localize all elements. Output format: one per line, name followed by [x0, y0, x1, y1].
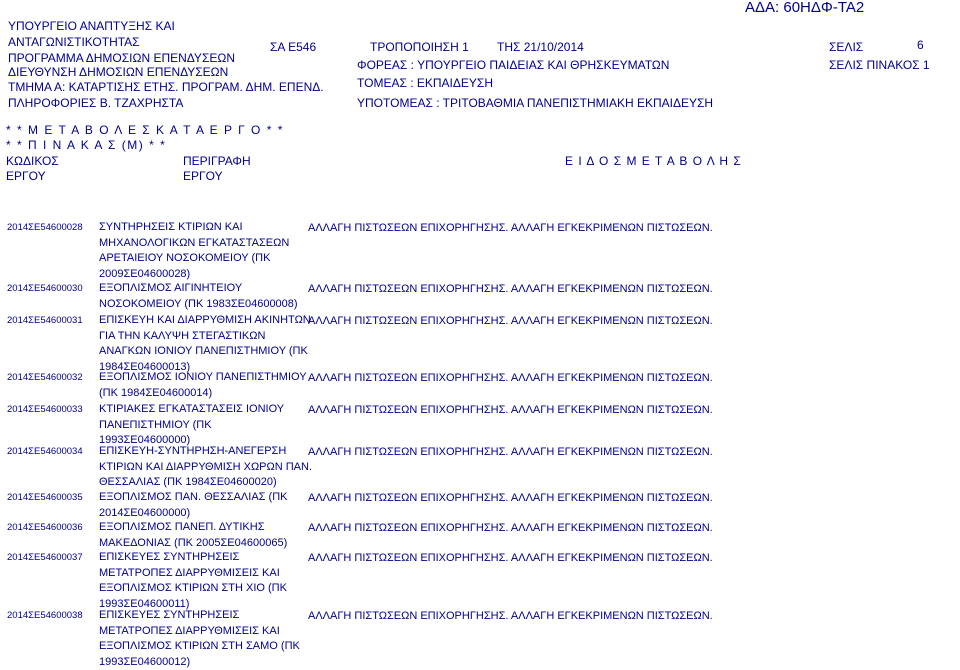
change-type: ΑΛΛΑΓΗ ΠΙΣΤΩΣΕΩΝ ΕΠΙΧΟΡΗΓΗΣΗΣ. ΑΛΛΑΓΗ ΕΓΚΕΚΡΙΜΕΝΩΝ ΠΙΣΤΩΣΕΩΝ.: [308, 315, 713, 327]
ada-number: ΑΔΑ: 60ΗΔΦ-ΤΑ2: [745, 0, 864, 15]
ministry-line-5: ΤΜΗΜΑ Α: ΚΑΤΑΡΤΙΣΗΣ ΕΤΗΣ. ΠΡΟΓΡΑΜ. ΔΗΜ. ΕΠΕΝΔ.: [8, 81, 324, 93]
work-description: [99, 608, 319, 670]
agency-line: ΦΟΡΕΑΣ : ΥΠΟΥΡΓΕΙΟ ΠΑΙΔΕΙΑΣ ΚΑΙ ΘΡΗΣΚΕΥΜΑΤΩΝ: [357, 59, 669, 71]
work-description-line: ΕΠΙΣΚΕΥΗ ΚΑΙ ΔΙΑΡΡΥΘΜΙΣΗ ΑΚΙΝΗΤΩΝ: [99, 313, 319, 329]
work-description: [99, 313, 319, 375]
work-description-line: ΠΑΝΕΠΙΣΤΗΜΙΟΥ (ΠΚ: [99, 418, 319, 434]
change-type: ΑΛΛΑΓΗ ΠΙΣΤΩΣΕΩΝ ΕΠΙΧΟΡΗΓΗΣΗΣ. ΑΛΛΑΓΗ ΕΓΚΕΚΡΙΜΕΝΩΝ ΠΙΣΤΩΣΕΩΝ.: [308, 372, 713, 384]
work-description-line: ΕΞΟΠΛΙΣΜΟΣ ΑΙΓΙΝΗΤΕΙΟΥ: [99, 281, 319, 297]
work-code: 2014ΣΕ54600034: [7, 446, 83, 457]
work-description: [99, 444, 319, 491]
work-description: [99, 370, 319, 401]
work-description-line: ΕΞΟΠΛΙΣΜΟΣ ΚΤΙΡΙΩΝ ΣΤΗ ΧΙΟ (ΠΚ: [99, 581, 319, 597]
change-type: ΑΛΛΑΓΗ ΠΙΣΤΩΣΕΩΝ ΕΠΙΧΟΡΗΓΗΣΗΣ. ΑΛΛΑΓΗ ΕΓΚΕΚΡΙΜΕΝΩΝ ΠΙΣΤΩΣΕΩΝ.: [308, 283, 713, 295]
work-description-line: ΕΠΙΣΚΕΥΗ-ΣΥΝΤΗΡΗΣΗ-ΑΝΕΓΕΡΣΗ: [99, 444, 319, 460]
column-change-header: Ε Ι Δ Ο Σ Μ Ε Τ Α Β Ο Λ Η Σ: [565, 155, 742, 167]
work-description-line: (ΠΚ 1984ΣΕ04600014): [99, 386, 319, 402]
change-type: ΑΛΛΑΓΗ ΠΙΣΤΩΣΕΩΝ ΕΠΙΧΟΡΗΓΗΣΗΣ. ΑΛΛΑΓΗ ΕΓΚΕΚΡΙΜΕΝΩΝ ΠΙΣΤΩΣΕΩΝ.: [308, 446, 713, 458]
work-description-line: ΜΕΤΑΤΡΟΠΕΣ ΔΙΑΡΡΥΘΜΙΣΕΙΣ ΚΑΙ: [99, 624, 319, 640]
work-description-line: ΕΞΟΠΛΙΣΜΟΣ ΙΟΝΙΟΥ ΠΑΝΕΠΙΣΤΗΜΙΟΥ: [99, 370, 319, 386]
work-description: [99, 402, 319, 449]
column-code-header-1: ΚΩΔΙΚΟΣ: [6, 155, 59, 167]
column-code-header-2: ΕΡΓΟΥ: [6, 170, 46, 182]
amendment-date: ΤΗΣ 21/10/2014: [497, 41, 584, 53]
work-description-line: 1993ΣΕ04600000): [99, 433, 319, 449]
work-description: [99, 520, 319, 551]
page-label: ΣΕΛΙΣ: [829, 41, 863, 53]
change-type: ΑΛΛΑΓΗ ΠΙΣΤΩΣΕΩΝ ΕΠΙΧΟΡΗΓΗΣΗΣ. ΑΛΛΑΓΗ ΕΓΚΕΚΡΙΜΕΝΩΝ ΠΙΣΤΩΣΕΩΝ.: [308, 552, 713, 564]
work-description: [99, 281, 319, 312]
work-description-line: ΓΙΑ ΤΗΝ ΚΑΛΥΨΗ ΣΤΕΓΑΣΤΙΚΩΝ: [99, 329, 319, 345]
work-description: [99, 550, 319, 612]
work-description-line: ΕΞΟΠΛΙΣΜΟΣ ΚΤΙΡΙΩΝ ΣΤΗ ΣΑΜΟ (ΠΚ: [99, 639, 319, 655]
amendment-label: ΤΡΟΠΟΠΟΙΗΣΗ 1: [370, 41, 469, 53]
work-code: 2014ΣΕ54600036: [7, 522, 83, 533]
ministry-line-6: ΠΛΗΡΟΦΟΡΙΕΣ Β. ΤΖΑΧΡΗΣΤΑ: [8, 97, 183, 109]
table-page-label: ΣΕΛΙΣ ΠΙΝΑΚΟΣ 1: [829, 59, 930, 71]
work-description-line: ΚΤΙΡΙΑΚΕΣ ΕΓΚΑΤΑΣΤΑΣΕΙΣ ΙΟΝΙΟΥ: [99, 402, 319, 418]
work-code: 2014ΣΕ54600032: [7, 372, 83, 383]
work-code: 2014ΣΕ54600035: [7, 492, 83, 503]
work-description-line: ΕΠΙΣΚΕΥΕΣ ΣΥΝΤΗΡΗΣΕΙΣ: [99, 550, 319, 566]
section-title: * * Μ Ε Τ Α Β Ο Λ Ε Σ Κ Α Τ Α Ε Ρ Γ Ο * *: [6, 124, 284, 136]
change-type: ΑΛΛΑΓΗ ΠΙΣΤΩΣΕΩΝ ΕΠΙΧΟΡΗΓΗΣΗΣ. ΑΛΛΑΓΗ ΕΓΚΕΚΡΙΜΕΝΩΝ ΠΙΣΤΩΣΕΩΝ.: [308, 522, 713, 534]
work-description-line: ΜΕΤΑΤΡΟΠΕΣ ΔΙΑΡΡΥΘΜΙΣΕΙΣ ΚΑΙ: [99, 566, 319, 582]
work-description-line: ΜΑΚΕΔΟΝΙΑΣ (ΠΚ 2005ΣΕ04600065): [99, 536, 319, 552]
ministry-line-3: ΠΡΟΓΡΑΜΜΑ ΔΗΜΟΣΙΩΝ ΕΠΕΝΔΥΣΕΩΝ: [8, 52, 235, 64]
ministry-line-1: ΥΠΟΥΡΓΕΙΟ ΑΝΑΠΤΥΞΗΣ ΚΑΙ: [8, 20, 175, 32]
ministry-line-4: ΔΙΕΥΘΥΝΣΗ ΔΗΜΟΣΙΩΝ ΕΠΕΝΔΥΣΕΩΝ: [8, 66, 228, 78]
change-type: ΑΛΛΑΓΗ ΠΙΣΤΩΣΕΩΝ ΕΠΙΧΟΡΗΓΗΣΗΣ. ΑΛΛΑΓΗ ΕΓΚΕΚΡΙΜΕΝΩΝ ΠΙΣΤΩΣΕΩΝ.: [308, 492, 713, 504]
work-description-line: ΜΗΧΑΝΟΛΟΓΙΚΩΝ ΕΓΚΑΤΑΣΤΑΣΕΩΝ: [99, 236, 319, 252]
ministry-line-2: ΑΝΤΑΓΩΝΙΣΤΙΚΟΤΗΤΑΣ: [8, 36, 140, 48]
work-description-line: ΘΕΣΣΑΛΙΑΣ (ΠΚ 1984ΣΕ04600020): [99, 475, 319, 491]
column-desc-header-1: ΠΕΡΙΓΡΑΦΗ: [183, 155, 251, 167]
work-code: 2014ΣΕ54600031: [7, 315, 83, 326]
work-description-line: 1993ΣΕ04600012): [99, 655, 319, 670]
work-code: 2014ΣΕ54600028: [7, 222, 83, 233]
work-description: [99, 220, 319, 282]
work-code: 2014ΣΕ54600038: [7, 610, 83, 621]
work-description-line: ΕΞΟΠΛΙΣΜΟΣ ΠΑΝ. ΘΕΣΣΑΛΙΑΣ (ΠΚ: [99, 490, 319, 506]
work-code: 2014ΣΕ54600033: [7, 404, 83, 415]
work-description-line: 1984ΣΕ04600013): [99, 360, 319, 376]
work-description-line: ΚΤΙΡΙΩΝ ΚΑΙ ΔΙΑΡΡΥΘΜΙΣΗ ΧΩΡΩΝ ΠΑΝ.: [99, 460, 319, 476]
work-code: 2014ΣΕ54600030: [7, 283, 83, 294]
subsector-line: ΥΠΟΤΟΜΕΑΣ : ΤΡΙΤΟΒΑΘΜΙΑ ΠΑΝΕΠΙΣΤΗΜΙΑΚΗ ΕΚΠΑΙΔΕΥΣΗ: [357, 97, 713, 109]
sa-code: ΣΑ Ε546: [270, 41, 316, 53]
page-number: 6: [917, 39, 924, 51]
work-description-line: ΕΠΙΣΚΕΥΕΣ ΣΥΝΤΗΡΗΣΕΙΣ: [99, 608, 319, 624]
work-description-line: ΝΟΣΟΚΟΜΕΙΟΥ (ΠΚ 1983ΣΕ04600008): [99, 297, 319, 313]
sector-line: ΤΟΜΕΑΣ : ΕΚΠΑΙΔΕΥΣΗ: [357, 77, 493, 89]
work-description-line: ΣΥΝΤΗΡΗΣΕΙΣ ΚΤΙΡΙΩΝ ΚΑΙ: [99, 220, 319, 236]
section-subtitle: * * Π Ι Ν Α Κ Α Σ (Μ) * *: [6, 139, 166, 151]
work-code: 2014ΣΕ54600037: [7, 552, 83, 563]
change-type: ΑΛΛΑΓΗ ΠΙΣΤΩΣΕΩΝ ΕΠΙΧΟΡΗΓΗΣΗΣ. ΑΛΛΑΓΗ ΕΓΚΕΚΡΙΜΕΝΩΝ ΠΙΣΤΩΣΕΩΝ.: [308, 222, 713, 234]
work-description-line: ΕΞΟΠΛΙΣΜΟΣ ΠΑΝΕΠ. ΔΥΤΙΚΗΣ: [99, 520, 319, 536]
work-description: [99, 490, 319, 521]
work-description-line: ΑΝΑΓΚΩΝ ΙΟΝΙΟΥ ΠΑΝΕΠΙΣΤΗΜΙΟΥ (ΠΚ: [99, 344, 319, 360]
work-description-line: 2014ΣΕ04600000): [99, 506, 319, 522]
change-type: ΑΛΛΑΓΗ ΠΙΣΤΩΣΕΩΝ ΕΠΙΧΟΡΗΓΗΣΗΣ. ΑΛΛΑΓΗ ΕΓΚΕΚΡΙΜΕΝΩΝ ΠΙΣΤΩΣΕΩΝ.: [308, 404, 713, 416]
work-description-line: 1993ΣΕ04600011): [99, 597, 319, 613]
column-desc-header-2: ΕΡΓΟΥ: [183, 170, 223, 182]
work-description-line: 2009ΣΕ04600028): [99, 267, 319, 283]
change-type: ΑΛΛΑΓΗ ΠΙΣΤΩΣΕΩΝ ΕΠΙΧΟΡΗΓΗΣΗΣ. ΑΛΛΑΓΗ ΕΓΚΕΚΡΙΜΕΝΩΝ ΠΙΣΤΩΣΕΩΝ.: [308, 610, 713, 622]
work-description-line: ΑΡΕΤΑΙΕΙΟΥ ΝΟΣΟΚΟΜΕΙΟΥ (ΠΚ: [99, 251, 319, 267]
